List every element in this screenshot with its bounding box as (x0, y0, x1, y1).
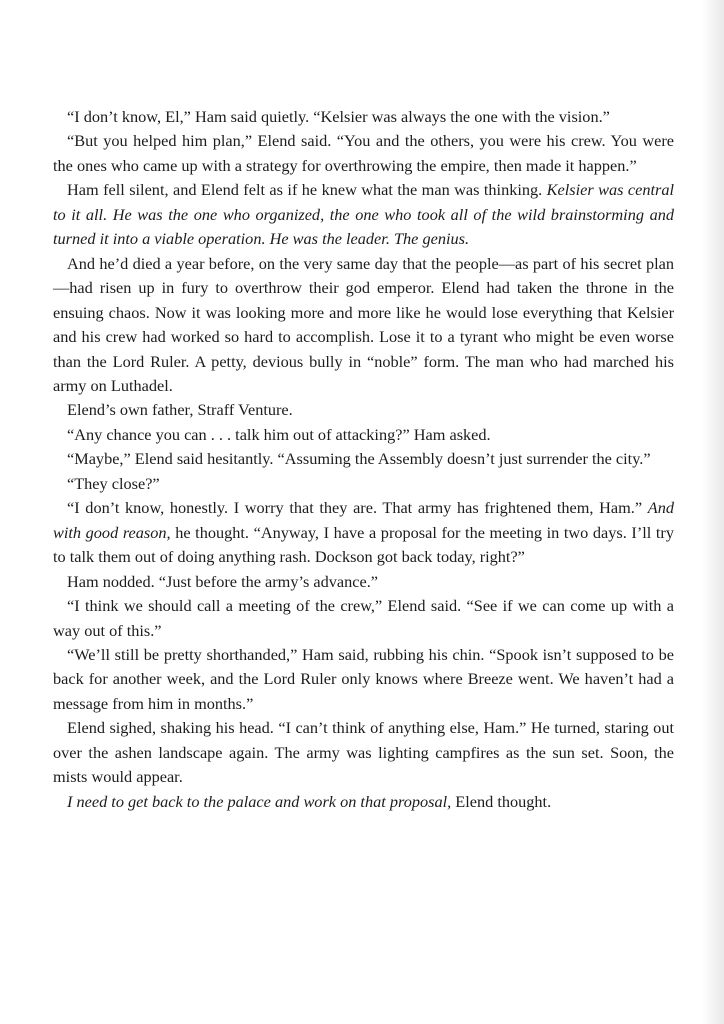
paragraph (53, 594, 674, 643)
text: Elend thought. (451, 791, 552, 811)
text: Elend’s own father, Straff Venture. (67, 400, 293, 420)
text: Elend sighed, shaking his head. “I can’t think of anything else, Ham.” He turned, staring out over the ashen landscape again. The army was lighting campfires as the sun set. Soon, the mists would appear. (53, 718, 674, 787)
italic-text: Kelsier was central to it all. He was the one who organized, the one who took all of the wild brainstorming and turned it into a viable operation. He was the leader. The genius. (53, 180, 675, 249)
paragraph (53, 447, 674, 471)
paragraph (53, 790, 674, 814)
paragraph (53, 398, 674, 422)
text: he thought. “Anyway, I have a proposal for the meeting in two days. I’ll try to talk them out of doing anything rash. Dockson got back today, right?” (53, 522, 674, 567)
paragraph (53, 178, 674, 251)
paragraph (53, 105, 674, 129)
text: “I don’t know, honestly. I worry that they are. That army has frightened them, Ham.” (67, 498, 648, 518)
text: “I think we should call a meeting of the crew,” Elend said. “See if we can come up with a way out of this.” (53, 596, 674, 640)
paragraph (53, 129, 674, 178)
book-page-body (53, 105, 674, 814)
text: “I don’t know, El,” Ham said quietly. “Kelsier was always the one with the vision.” (67, 107, 610, 126)
text: “Maybe,” Elend said hesitantly. “Assuming the Assembly doesn’t just surrender the city.” (67, 449, 651, 469)
paragraph (53, 472, 674, 496)
text: Ham fell silent, and Elend felt as if he knew what the man was thinking. (67, 180, 547, 200)
paragraph (53, 496, 674, 569)
text: And he’d died a year before, on the very same day that the people—as part of his secret plan—had risen up in fury to overthrow their god emperor. Elend had taken the throne in the ensuing chaos. Now it was looking more and more like he would lose everything that Kelsier and his crew had worked so hard to accomplish. Lose it to a tyrant who might be even worse than the Lord Ruler. A petty, devious bully in “noble” form. The man who had marched his army on Luthadel. (53, 253, 674, 395)
page-edge-shadow (702, 0, 724, 1024)
paragraph (53, 423, 674, 447)
text: “Any chance you can . . . talk him out of attacking?” Ham asked. (67, 424, 491, 444)
italic-text: I need to get back to the palace and work on that proposal, (67, 791, 452, 811)
paragraph (53, 570, 674, 594)
paragraph (53, 716, 674, 789)
italic-text: And with good reason, (53, 498, 674, 542)
text: “We’ll still be pretty shorthanded,” Ham said, rubbing his chin. “Spook isn’t supposed to be back for another week, and the Lord Ruler only knows where Breeze went. We haven’t had a message from him in months.” (53, 644, 674, 713)
paragraph (53, 643, 674, 716)
text: Ham nodded. “Just before the army’s advance.” (67, 571, 379, 591)
paragraph (53, 252, 674, 399)
text: “They close?” (67, 473, 160, 493)
text: “But you helped him plan,” Elend said. “You and the others, you were his crew. You were the ones who came up with a strategy for overthrowing the empire, then made it happen.” (53, 131, 674, 175)
